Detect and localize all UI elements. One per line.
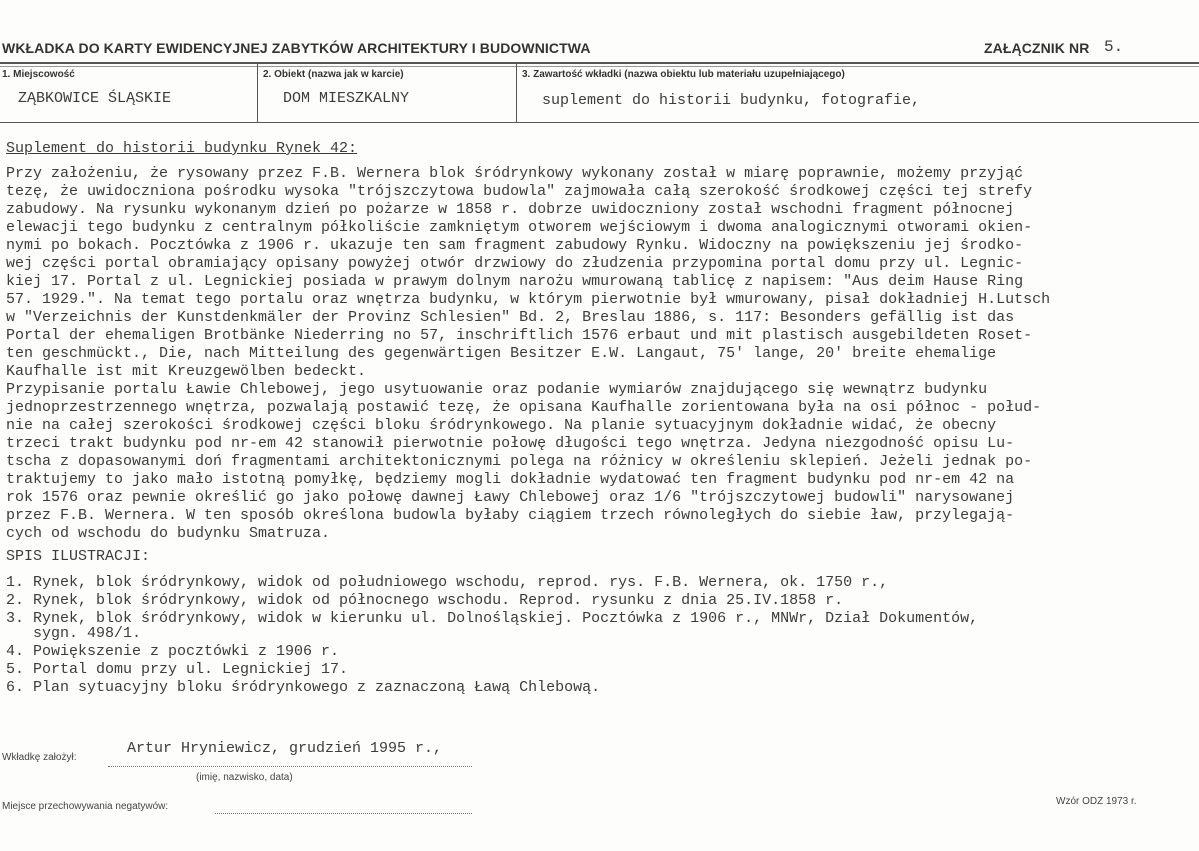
body-line: kiej 17. Portal z ul. Legnickiej posiada w prawym dolnym narożu wmurowaną tablicę z napisem: "Aus deim Hause Ring (6, 273, 1024, 290)
body-line: w "Verzeichnis der Kunstdenkmäler der Provinz Schlesien" Bd. 2, Breslau 1886, s. 117: Besonders gefällig ist das (6, 309, 1015, 326)
negatives-label: Miejsce przechowywania negatywów: (2, 801, 169, 812)
body-line: 57. 1929.". Na temat tego portalu oraz wnętrza budynku, w którym pierwotnie był wmurowany, pisał dokładniej H.Lutsch (6, 291, 1051, 308)
content-label: 3. Zawartość wkładki (nazwa obiektu lub materiału uzupełniającego) (522, 69, 845, 80)
author-value: Artur Hryniewicz, grudzień 1995 r., (127, 740, 443, 757)
body-line: zabudowy. Na rysunku wykonanym dzień po pożarze w 1858 r. dobrze uwidoczniony został wschodni fragment północnej (6, 201, 1015, 218)
header-rule-thin (0, 66, 1199, 67)
field-divider-2 (516, 64, 517, 122)
object-label: 2. Obiekt (nazwa jak w karcie) (263, 69, 404, 80)
annex-label: ZAŁĄCZNIK NR (984, 40, 1090, 56)
body-line: elewacji tego budynku z centralnym półkoliście zamkniętym otworem wejściowym i dwoma analogicznymi otworami okien- (6, 219, 1033, 236)
body-line: tscha z dopasowanymi doń fragmentami architektonicznymi polega na różnicy w określeniu sklepień. Jeżeli jednak po- (6, 453, 1033, 470)
illustration-item: 5. Portal domu przy ul. Legnickiej 17. (6, 661, 349, 678)
fields-bottom-rule (0, 122, 1199, 123)
body-line: jednoprzestrzennego wnętrza, pozwalają postawić tezę, że opisana Kaufhalle zorientowana była na osi północ - połud- (6, 399, 1042, 416)
negatives-dotted-line (215, 813, 472, 814)
body-line: traktujemy to jako mało istotną pomyłkę, będziemy mogli dokładnie wydatować ten fragment budynku pod nr-em 42 na (6, 471, 1015, 488)
author-label: Wkładkę założył: (2, 752, 77, 763)
body-line: cych od wschodu do budynku Smatruza. (6, 525, 331, 542)
body-line: rok 1576 oraz pewnie określić go jako połowę dawnej Ławy Chlebowej oraz 1/6 "trójszczytowej budowli" narysowanej (6, 489, 1015, 506)
body-line: trzeci trakt budynku pod nr-em 42 stanowił pierwotnie połowę długości tego wnętrza. Jedyna niezgodność opisu Lu- (6, 435, 1015, 452)
place-value: ZĄBKOWICE ŚLĄSKIE (18, 90, 172, 107)
body-line: Przy założeniu, że rysowany przez F.B. Wernera blok śródrynkowy wykonany został w miarę poprawnie, możemy przyjąć (6, 165, 1024, 182)
body-line: Portal der ehemaligen Brotbänke Niederring no 57, inschriftlich 1576 erbaut und mit plastisch ausgebildeten Roset- (6, 327, 1033, 344)
illustration-item: 6. Plan sytuacyjny bloku śródrynkowego z zaznaczoną Ławą Chlebową. (6, 679, 601, 696)
body-line: tezę, że uwidoczniona pośrodku wysoka "trójszczytowa budowla" zajmowała całą szerokość środkowej części tej strefy (6, 183, 1033, 200)
body-line: ten geschmückt., Die, nach Mitteilung des gegenwärtigen Besitzer E.W. Langaut, 75' lange, 20' breite ehemalige (6, 345, 997, 362)
body-line: przez F.B. Wernera. W ten sposób określona budowla byłaby ciągiem trzech równoległych do siebie ław, przylegają- (6, 507, 1015, 524)
author-hint: (imię, nazwisko, data) (196, 772, 293, 783)
illustrations-title: SPIS ILUSTRACJI: (6, 548, 151, 565)
illustration-item: 4. Powiększenie z pocztówki z 1906 r. (6, 643, 340, 660)
header-rule (0, 62, 1199, 64)
form-title: WKŁADKA DO KARTY EWIDENCYJNEJ ZABYTKÓW ARCHITEKTURY I BUDOWNICTWA (2, 40, 591, 56)
field-divider-1 (257, 64, 258, 122)
annex-number: 5. (1104, 38, 1124, 56)
illustration-item: 3. Rynek, blok śródrynkowy, widok w kierunku ul. Dolnośląskiej. Pocztówka z 1906 r., MNWr, Dział Dokumentów, (6, 610, 979, 627)
author-dotted-line (108, 766, 472, 767)
illustration-item: 1. Rynek, blok śródrynkowy, widok od południowego wschodu, reprod. rys. F.B. Wernera, ok. 1750 r., (6, 574, 889, 591)
content-value: suplement do historii budynku, fotografie, (542, 92, 921, 109)
body-line: Przypisanie portalu Ławie Chlebowej, jego usytuowanie oraz podanie wymiarów znajdującego się wewnątrz budynku (6, 381, 988, 398)
body-line: wej części portal obramiający opisany powyżej otwór drzwiowy do złudzenia przypomina portal domu przy ul. Legnic- (6, 255, 1024, 272)
illustration-item: 2. Rynek, blok śródrynkowy, widok od północnego wschodu. Reprod. rysunku z dnia 25.IV.1858 r. (6, 592, 844, 609)
place-label: 1. Miejscowość (2, 69, 75, 80)
body-line: Kaufhalle ist mit Kreuzgewölben bedeckt. (6, 363, 367, 380)
section-title: Suplement do historii budynku Rynek 42: (6, 140, 358, 157)
illustration-item: sygn. 498/1. (6, 625, 142, 642)
form-code: Wzór ODZ 1973 r. (1056, 796, 1137, 807)
body-line: nie na całej szerokości środkowej części bloku śródrynkowego. Na planie sytuacyjnym dokładnie widać, że obecny (6, 417, 997, 434)
body-line: nymi po bokach. Pocztówka z 1906 r. ukazuje ten sam fragment zabudowy Rynku. Widoczny na powiększeniu jej środko- (6, 237, 1024, 254)
object-value: DOM MIESZKALNY (283, 90, 410, 107)
